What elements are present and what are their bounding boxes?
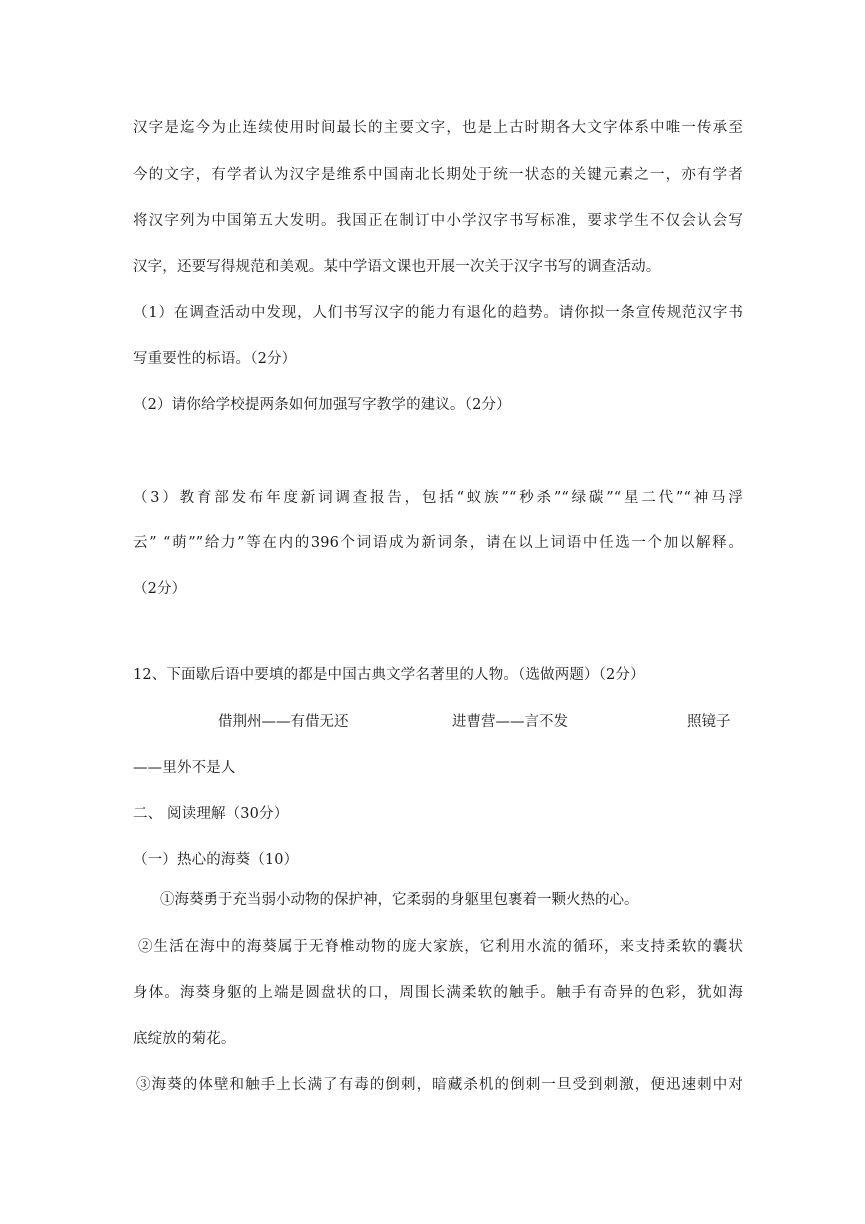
question-3-line-3: （2分） [133, 581, 187, 597]
question-12-title: 12、下面歇后语中要填的都是中国古典文学名著里的人物。（选做两题）（2分） [133, 667, 645, 683]
intro-line-3: 将汉字列为中国第五大发明。我国正在制订中小学汉字书写标准，要求学生不仅会认会写 [133, 213, 743, 229]
reading-paragraph-2-line-3: 底绽放的菊花。 [133, 1031, 236, 1047]
question-2: （2）请你给学校提两条如何加强写字教学的建议。（2分） [133, 397, 511, 413]
xiehouyu-item-3: 照镜子 [687, 714, 731, 730]
xiehouyu-item-1: 借荆州——有借无还 [218, 714, 349, 730]
reading-paragraph-2-line-1: ②生活在海中的海葵属于无脊椎动物的庞大家族，它利用水流的循环，来支持柔软的囊状 [138, 939, 743, 955]
reading-paragraph-3-line-1: ③海葵的体壁和触手上长满了有毒的倒刺，暗藏杀机的倒刺一旦受到刺激，便迅速刺中对 [136, 1077, 743, 1093]
question-3-line-1: （3）教育部发布年度新词调查报告，包括“蚁族”“秒杀”“绿碳”“星二代”“神马浮 [133, 490, 743, 506]
reading-paragraph-1: ①海葵勇于充当弱小动物的保护神，它柔弱的身躯里包裹着一颗火热的心。 [160, 892, 639, 908]
intro-line-4: 汉字，还要写得规范和美观。某中学语文课也开展一次关于汉字书写的调查活动。 [133, 259, 661, 275]
intro-line-2: 今的文字，有学者认为汉字是维系中国南北长期处于统一状态的关键元素之一，亦有学者 [133, 167, 743, 183]
question-1-line-2: 写重要性的标语。（2分） [133, 351, 297, 367]
xiehouyu-item-3-continuation: ——里外不是人 [133, 760, 236, 776]
intro-line-1: 汉字是迄今为止连续使用时间最长的主要文字，也是上古时期各大文字体系中唯一传承至 [133, 120, 743, 136]
section-2-heading: 二、 阅读理解（30分） [133, 806, 289, 822]
reading-1-heading: （一）热心的海葵（10） [133, 852, 299, 868]
xiehouyu-item-2: 进曹营——言不发 [452, 714, 568, 730]
reading-paragraph-2-line-2: 身体。海葵身躯的上端是圆盘状的口，周围长满柔软的触手。触手有奇异的色彩，犹如海 [133, 985, 743, 1001]
question-1-line-1: （1）在调查活动中发现，人们书写汉字的能力有退化的趋势。请你拟一条宣传规范汉字书 [133, 305, 743, 321]
question-3-line-2: 云” “萌””给力”等在内的396个词语成为新词条，请在以上词语中任选一个加以解释。 [133, 535, 743, 551]
